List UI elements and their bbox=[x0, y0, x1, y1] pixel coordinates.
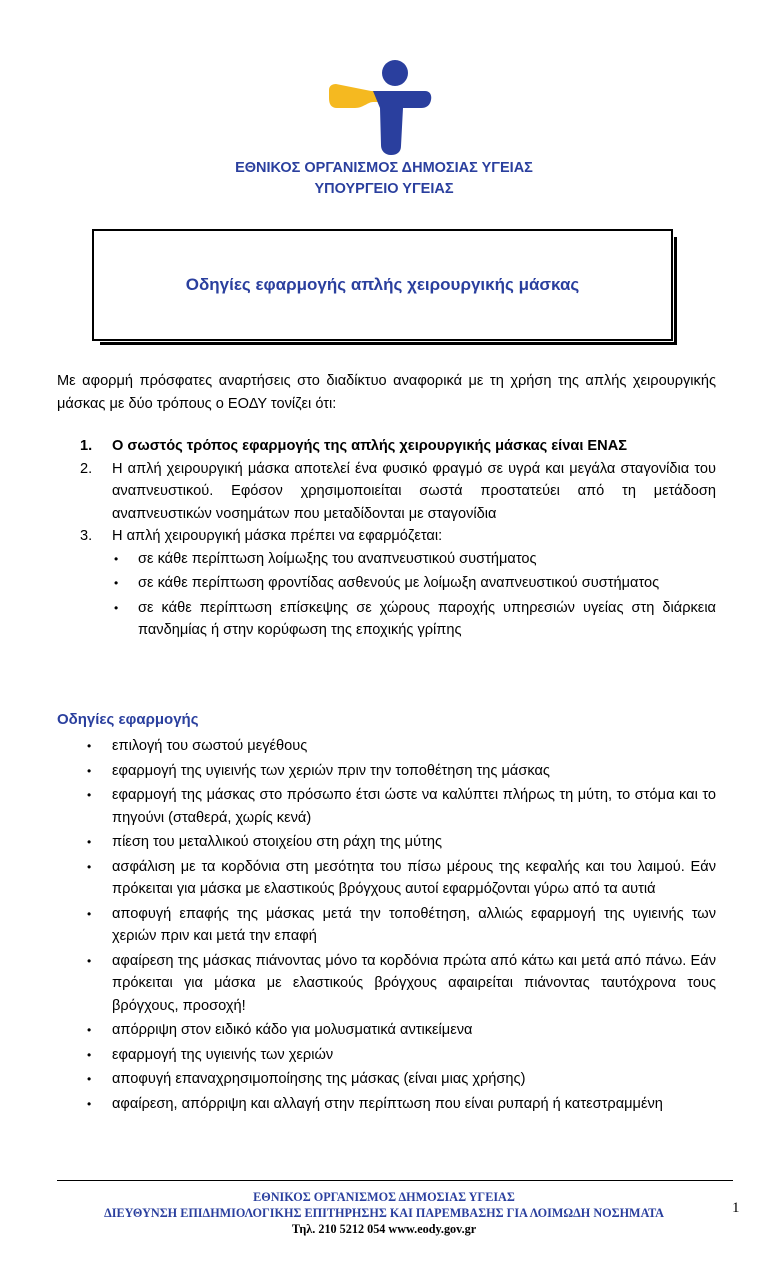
sub-item-text: σε κάθε περίπτωση επίσκεψης σε χώρους παροχής υπηρεσιών υγείας στη διάρκεια πανδημίας ή στην κορύφωση της εποχικής γρίπης bbox=[138, 599, 716, 638]
sub-list bbox=[80, 548, 716, 642]
list-item bbox=[57, 1019, 716, 1042]
list-item bbox=[57, 903, 716, 948]
page-number: 1 bbox=[732, 1200, 740, 1216]
ministry-name: ΥΠΟΥΡΓΕΙΟ ΥΓΕΙΑΣ bbox=[314, 181, 454, 197]
bullet-icon: • bbox=[87, 859, 92, 874]
title-box bbox=[92, 229, 673, 341]
instructions-heading: Οδηγίες εφαρμογής bbox=[57, 711, 199, 728]
footer-divider bbox=[57, 1180, 733, 1181]
sub-list-item bbox=[80, 597, 716, 642]
list-item bbox=[57, 950, 716, 1018]
item-text: πίεση του μεταλλικού στοιχείου στη ράχη της μύτης bbox=[112, 834, 442, 850]
bullet-icon: • bbox=[87, 1072, 92, 1086]
item-number: 3. bbox=[80, 528, 93, 544]
item-text: Η απλή χειρουργική μάσκα αποτελεί ένα φυσικό φραγμό σε υγρά και μεγάλα σταγονίδια του αναπνευστικού. Εφόσον χρησιμοποιείται σωστά προστατεύει από τη μετάδοση αναπνευστικών νοσημάτων που μεταδίδονται με σταγονίδια bbox=[112, 460, 716, 522]
bullet-icon: • bbox=[87, 906, 92, 921]
intro-paragraph: Με αφορμή πρόσφατες αναρτήσεις στο διαδίκτυο αναφορικά με τη χρήση της απλής χειρουργικής μάσκας με δύο τρόπους ο ΕΟΔΥ τονίζει ότι: bbox=[57, 373, 716, 412]
bullet-icon: • bbox=[114, 600, 119, 615]
list-item bbox=[57, 856, 716, 901]
item-text: επιλογή του σωστού μεγέθους bbox=[112, 738, 308, 754]
list-item bbox=[57, 784, 716, 829]
instructions-list bbox=[57, 735, 716, 1117]
bullet-icon: • bbox=[87, 763, 92, 778]
item-text: εφαρμογή της μάσκας στο πρόσωπο έτσι ώστε να καλύπτει πλήρως τη μύτη, το στόμα και το πηγούνι (σταθερά, χωρίς κενά) bbox=[112, 787, 716, 826]
list-item bbox=[57, 760, 716, 783]
footer-department: ΔΙΕΥΘΥΝΣΗ ΕΠΙΔΗΜΙΟΛΟΓΙΚΗΣ ΕΠΙΤΗΡΗΣΗΣ ΚΑΙ ΠΑΡΕΜΒΑΣΗΣ ΓΙΑ ΛΟΙΜΩΔΗ ΝΟΣΗΜΑΤΑ bbox=[104, 1206, 664, 1220]
list-item bbox=[57, 1093, 716, 1116]
footer-contact: Τηλ. 210 5212 054 www.eody.gov.gr bbox=[291, 1222, 477, 1236]
list-item bbox=[57, 1068, 716, 1091]
sub-item-text: σε κάθε περίπτωση λοίμωξης του αναπνευστικού συστήματος bbox=[138, 550, 537, 567]
item-text: αφαίρεση, απόρριψη και αλλαγή στην περίπτωση που είναι ρυπαρή ή κατεστραμμένη bbox=[112, 1095, 663, 1112]
bullet-icon: • bbox=[87, 739, 92, 753]
item-text: Η απλή χειρουργική μάσκα πρέπει να εφαρμόζεται: bbox=[112, 528, 443, 544]
bullet-icon: • bbox=[87, 1096, 92, 1111]
item-text: Ο σωστός τρόπος εφαρμογής της απλής χειρουργικής μάσκας είναι ΕΝΑΣ bbox=[112, 438, 627, 454]
item-text: απόρριψη στον ειδικό κάδο για μολυσματικά αντικείμενα bbox=[112, 1022, 473, 1038]
numbered-list bbox=[80, 435, 716, 644]
bullet-icon: • bbox=[87, 788, 92, 802]
item-text: αφαίρεση της μάσκας πιάνοντας μόνο τα κορδόνια πρώτα από κάτω και μετά από πάνω. Εάν πρόκειται για μάσκα με ελαστικούς βρόγχους αφαιρείται πιάνοντας ταυτόχρονα τους βρόγχους, προσοχή! bbox=[112, 952, 716, 1014]
sub-item-text: σε κάθε περίπτωση φροντίδας ασθενούς με λοίμωξη αναπνευστικού συστήματος bbox=[138, 575, 660, 591]
org-name: ΕΘΝΙΚΟΣ ΟΡΓΑΝΙΣΜΟΣ ΔΗΜΟΣΙΑΣ ΥΓΕΙΑΣ bbox=[235, 160, 533, 176]
list-item bbox=[80, 435, 716, 458]
list-item bbox=[80, 525, 716, 548]
bullet-icon: • bbox=[114, 576, 119, 590]
item-text: ασφάλιση με τα κορδόνια στη μεσότητα του πίσω μέρους της κεφαλής και του λαιμού. Εάν πρόκειται για μάσκα με ελαστικούς βρόγχους αυτοί εφαρμόζονται γύρω από τα αυτιά bbox=[112, 858, 716, 897]
list-item bbox=[80, 458, 716, 526]
item-number: 2. bbox=[80, 460, 93, 477]
bullet-icon: • bbox=[114, 551, 119, 566]
item-text: αποφυγή επαναχρησιμοποίησης της μάσκας (είναι μιας χρήσης) bbox=[112, 1071, 526, 1087]
item-text: εφαρμογή της υγιεινής των χεριών bbox=[112, 1046, 334, 1063]
item-text: αποφυγή επαφής της μάσκας μετά την τοποθέτηση, αλλιώς εφαρμογή της υγιεινής των χεριών πριν και μετά την επαφή bbox=[112, 905, 716, 944]
list-item bbox=[57, 1044, 716, 1067]
list-item bbox=[57, 735, 716, 758]
item-text: εφαρμογή της υγιεινής των χεριών πριν την τοποθέτηση της μάσκας bbox=[112, 762, 550, 779]
eody-logo-icon bbox=[325, 58, 435, 156]
bullet-icon: • bbox=[87, 1047, 92, 1062]
item-number: 1. bbox=[80, 438, 93, 454]
list-item bbox=[57, 831, 716, 854]
footer-org-name: ΕΘΝΙΚΟΣ ΟΡΓΑΝΙΣΜΟΣ ΔΗΜΟΣΙΑΣ ΥΓΕΙΑΣ bbox=[253, 1190, 515, 1204]
document-title: Οδηγίες εφαρμογής απλής χειρουργικής μάσκας bbox=[185, 275, 580, 294]
sub-list-item bbox=[80, 548, 716, 571]
sub-list-item bbox=[80, 572, 716, 595]
bullet-icon: • bbox=[87, 835, 92, 849]
bullet-icon: • bbox=[87, 953, 92, 968]
bullet-icon: • bbox=[87, 1023, 92, 1037]
